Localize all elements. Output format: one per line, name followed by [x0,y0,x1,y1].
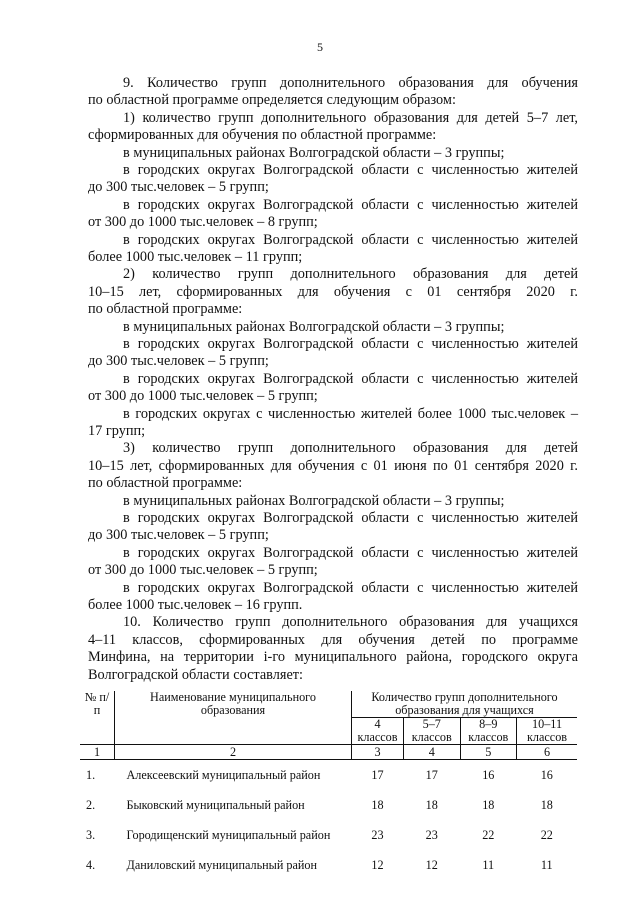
paragraph-line: 9. Количество групп дополнительного образования для обучения [123,75,578,91]
column-number: 4 [403,745,460,760]
row-value: 18 [540,797,553,812]
paragraph-line: 10–15 лет, сформированных для обучения с 01 июня по 01 сентября 2020 г. [88,457,578,474]
paragraph-line: от 300 до 1000 тыс.человек – 8 групп; [88,214,318,231]
row-value: 22 [482,827,495,842]
row-number: 4. [86,857,96,872]
table-row [80,790,577,820]
table-subheader: 4 классов [352,718,404,745]
row-name: Алексеевский муниципальный район [126,767,321,782]
column-number: 6 [517,745,577,760]
row-value: 23 [425,827,438,842]
column-number: 2 [115,745,352,760]
row-value: 11 [540,857,553,872]
row-value: 23 [371,827,384,842]
paragraph-line: по областной программе: [88,475,243,492]
row-value: 22 [540,827,553,842]
paragraph-line: в муниципальных районах Волгоградской области – 3 группы; [123,144,505,161]
table-subheader: 8–9 классов [460,718,517,745]
paragraph-line: в городских округах Волгоградской области с численностью жителей [123,336,578,352]
paragraph-line: 10. Количество групп дополнительного образования для учащихся [123,614,578,631]
paragraph-line: сформированных для обучения по областной программе: [88,127,437,144]
paragraph-line: до 300 тыс.человек – 5 групп; [88,179,269,196]
table-header-num: № п/п [80,691,115,745]
paragraph-line: Минфина, на территории i-го муниципального района, городского округа [88,649,578,666]
paragraph-line: 2) количество групп дополнительного образования для детей [123,266,578,283]
row-value: 16 [482,767,495,782]
table-header-name: Наименование муниципального образования [115,691,352,745]
row-value: 18 [371,797,384,812]
table-row [80,760,577,791]
row-name: Даниловский муниципальный район [126,857,318,872]
row-number: 1. [86,767,96,782]
row-value: 17 [371,767,384,782]
paragraph-line: по областной программе определяется следующим образом: [88,92,456,109]
column-number: 3 [352,745,404,760]
table-row [80,820,577,850]
paragraph-line: в городских округах Волгоградской области с численностью жителей [123,510,578,526]
row-value: 18 [425,797,438,812]
row-value: 16 [540,767,553,782]
row-value: 11 [482,857,495,872]
row-number: 2. [86,797,96,812]
paragraph-line: более 1000 тыс.человек – 11 групп; [88,249,303,265]
paragraph-line: более 1000 тыс.человек – 16 групп. [88,597,303,613]
paragraph-line: Волгоградской области составляет: [88,666,304,683]
row-number: 3. [86,827,96,842]
paragraph-line: в городских округах Волгоградской области с численностью жителей [123,370,578,387]
table-header-group: Количество групп дополнительного образования для учащихся [352,691,578,718]
row-value: 12 [371,857,384,872]
paragraph-line: в городских округах Волгоградской области с численностью жителей [123,196,578,213]
paragraph-line: по областной программе: [88,301,243,318]
paragraph-line: от 300 до 1000 тыс.человек – 5 групп; [88,562,318,579]
table-subheader: 10–11 классов [517,718,577,745]
paragraph-line: 3) количество групп дополнительного образования для детей [123,440,578,457]
paragraph-line: в городских округах Волгоградской области с численностью жителей [123,579,578,596]
paragraph-line: в городских округах с численностью жителей более 1000 тыс.человек – [123,405,578,422]
paragraph-line: 10–15 лет, сформированных для обучения с 01 сентября 2020 г. [88,283,578,300]
page-number: 5 [317,40,323,54]
paragraph-line: от 300 до 1000 тыс.человек – 5 групп; [88,388,318,405]
paragraph-line: в муниципальных районах Волгоградской области – 3 группы; [123,318,505,335]
row-value: 18 [482,797,495,812]
row-value: 12 [425,857,438,872]
column-number: 5 [460,745,517,760]
groups-table [80,691,577,880]
paragraph-line: 1) количество групп дополнительного образования для детей 5–7 лет, [123,109,578,126]
paragraph-line: до 300 тыс.человек – 5 групп; [88,353,269,370]
paragraph-line: в городских округах Волгоградской области с численностью жителей [123,231,578,248]
table-row [80,850,577,880]
row-value: 17 [425,767,438,782]
paragraph-line: 4–11 классов, сформированных для обучения детей по программе [88,631,578,648]
column-number: 1 [80,745,115,760]
row-name: Городищенский муниципальный район [126,827,331,842]
paragraph-line: до 300 тыс.человек – 5 групп; [88,527,269,544]
row-name: Быковский муниципальный район [126,797,305,812]
table-column-numbers [80,745,577,760]
paragraph-line: в городских округах Волгоградской области с численностью жителей [123,544,578,561]
table-subheader: 5–7 классов [403,718,460,745]
paragraph-line: 17 групп; [88,423,146,439]
paragraph-line: в городских округах Волгоградской области с численностью жителей [123,162,578,178]
paragraph-line: в муниципальных районах Волгоградской области – 3 группы; [123,492,505,509]
